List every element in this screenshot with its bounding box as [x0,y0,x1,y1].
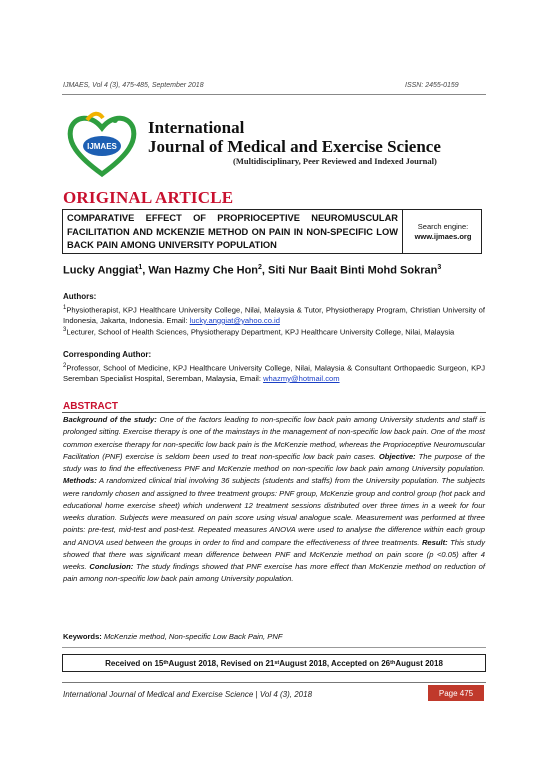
keywords [63,632,282,641]
author-sup: 2 [258,264,262,271]
received-dates: Received on 15 th August 2018, Revised on 21 st August 2018, Accepted on 26 th August 2018 [62,654,486,672]
running-header-issn: ISSN: 2455-0159 [405,82,459,89]
journal-subtitle: (Multidisciplinary, Peer Reviewed and Indexed Journal) [233,156,437,166]
keywords-rule [62,647,486,648]
article-title: COMPARATIVE EFFECT OF PROPRIOCEPTIVE NEUROMUSCULAR FACILITATION AND MCKENZIE METHOD ON PAIN IN NON-SPECIFIC LOW BACK PAIN AMONG UNIVERSITY POPULATION [63,210,403,253]
affiliation-1 [63,303,485,326]
logo-text: IJMAES [87,142,117,151]
affiliation-sup: 2 [63,363,67,369]
search-engine-url[interactable]: www.ijmaes.org [414,231,472,241]
abstract-label: Result: [421,537,448,547]
header-rule [62,94,486,95]
abstract-text: The study findings showed that PNF exercise has more effect than McKenzie method on reduction of pain among non-specific low back pain among University population. [63,562,485,584]
abstract-text: This study showed that there was significant mean difference between PNF and McKenzie method on pain score (p <0.05) after 4 weeks. [63,537,485,571]
abstract-body [63,414,485,586]
heart-logo-icon [63,106,141,180]
author-name: , Wan Hazmy Che Hon [142,264,259,277]
affiliation-sup: 1 [63,305,67,311]
email-link[interactable]: whazmy@hotmail.com [263,373,340,383]
author-name: , Siti Nur Baait Binti Mohd Sokran [261,264,438,277]
search-engine-box [404,210,482,253]
author-list [63,264,441,277]
title-box [62,209,482,254]
page-number: Page 475 [428,685,484,701]
abstract-text: One of the factors leading to non-specific low back pain among University students and staff is prolonged sitting. Exercise therapy is one of the mainstays in the management of non-specific low back pain. One of the most common exercise therapy for non-specific low back pain is the McKenzie method, whereas the Proprioceptive Neuromuscular Facilitation (PNF) exercise is seldom been used to treat non-specific low back pain cases. [63,415,485,461]
abstract-heading: ABSTRACT [63,401,118,412]
journal-title-line2: Journal of Medical and Exercise Science [148,137,441,156]
affiliation-text: Physiotherapist, KPJ Healthcare University College, Nilai, Malaysia & Tutor, Physiotherapy Program, Christian University of Indonesia, Jakarta, Indonesia. Email: [63,305,485,325]
author-sup: 1 [138,264,143,271]
affiliation-2 [63,361,485,384]
article-type: ORIGINAL ARTICLE [63,188,234,207]
author-name: Lucky Anggiat [63,264,139,277]
affiliation-sup: 3 [63,327,67,333]
running-header-left: IJMAES, Vol 4 (3), 475-485, September 2018 [63,82,204,89]
abstract-label: Conclusion: [89,562,134,571]
abstract-label: Methods: [63,476,97,486]
abstract-text: The purpose of the study was to find the effectiveness PNF and McKenzie method on non-specific low back pain among University population. [63,451,485,473]
abstract-rule [62,412,486,413]
journal-title-line1: International [148,118,245,137]
abstract-label: Objective: [378,451,416,461]
corresponding-heading: Corresponding Author: [63,350,152,359]
abstract-text: A randomized clinical trial involving 36 subjects (students and staffs) from the University population. The subjects were randomly chosen and assigned to three treatment groups: PNF group, McKenzie group and control group (hot pack and educational home exercise sheet) which underwent 12 treatment sessions distributed over three times in a week for four weeks duration. Subjects were measured on pain score using visual analogue scale. Measurement was performed at three points: pre-test, mid-test and post-test. Repeated measures ANOVA were used to analyse the difference within each group and ANOVA used between the groups in order to find and compare the effectiveness of three treatments. [63,476,485,547]
author-sup: 3 [437,264,442,271]
search-engine-label: Search engine: [417,221,469,231]
abstract-label: Background of the study: [63,415,157,424]
authors-heading: Authors: [63,292,97,301]
keywords-label: Keywords: [63,632,102,641]
affiliation-3 [63,325,485,338]
affiliation-text: Lecturer, School of Health Sciences, Physiotherapy Department, KPJ Healthcare University College, Nilai, Malaysia [66,327,455,337]
journal-title [148,118,441,156]
journal-logo [63,106,141,180]
email-link[interactable]: lucky.anggiat@yahoo.co.id [189,315,280,325]
footer-rule [62,682,486,683]
footer-citation: International Journal of Medical and Exercise Science | Vol 4 (3), 2018 [63,690,313,699]
affiliation-text: Professor, School of Medicine, KPJ Healthcare University College, Nilai, Malaysia & Consultant Orthopaedic Surgeon, KPJ Seremban Specialist Hospital, Seremban, Malaysia, Email: [63,363,485,383]
keywords-text: McKenzie method, Non-specific Low Back Pain, PNF [101,632,283,641]
